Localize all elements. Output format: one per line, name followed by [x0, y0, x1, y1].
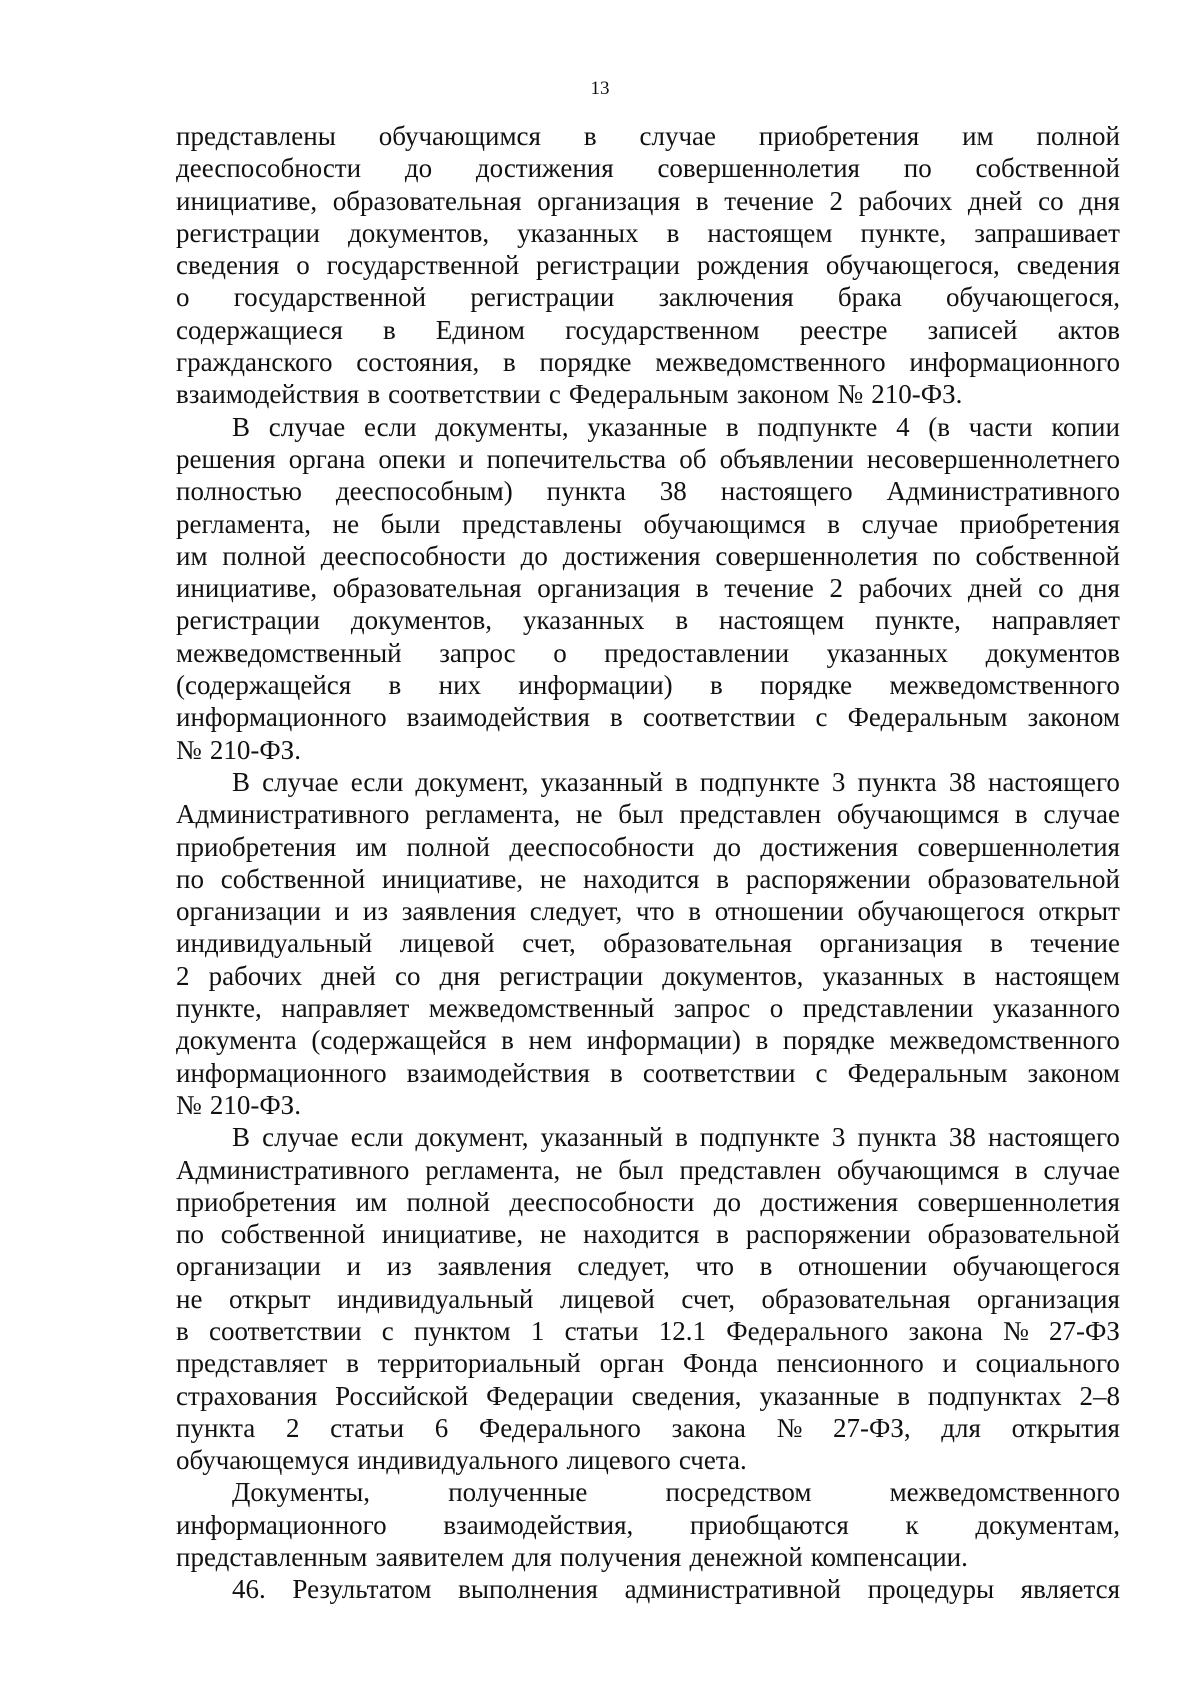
text-line: информационного взаимодействия, приобщаются к документам, — [176, 1509, 1120, 1540]
document-body — [176, 120, 1120, 1606]
text-line: полностью дееспособным) пункта 38 настоящего Административного — [176, 476, 1120, 507]
text-line: В случае если документы, указанные в подпункте 4 (в части копии — [232, 411, 1120, 442]
text-line: представлены обучающимся в случае приобретения им полной — [176, 121, 1120, 151]
text-line: пункте, направляет межведомственный запрос о представлении указанного — [176, 993, 1120, 1024]
text-line: по собственной инициативе, не находится в распоряжении образовательной — [176, 1219, 1120, 1250]
text-line: приобретения им полной дееспособности до достижения совершеннолетия — [176, 1186, 1120, 1217]
text-line: регистрации документов, указанных в настоящем пункте, направляет — [176, 605, 1120, 636]
text-line: В случае если документ, указанный в подпункте 3 пункта 38 настоящего — [232, 766, 1120, 797]
text-line: инициативе, образовательная организация в течение 2 рабочих дней со дня — [176, 573, 1120, 604]
text-line: информационного взаимодействия в соответствии с Федеральным законом — [176, 702, 1120, 733]
text-line: регламента, не были представлены обучающимся в случае приобретения — [176, 508, 1120, 539]
text-line: дееспособности до достижения совершеннолетия по собственной — [176, 153, 1120, 184]
text-line: 46. Результатом выполнения административной процедуры является — [232, 1574, 1120, 1605]
text-line: сведения о государственной регистрации рождения обучающегося, сведения — [176, 250, 1120, 281]
text-line: организации и из заявления следует, что в отношении обучающегося — [176, 1251, 1120, 1282]
text-line: регистрации документов, указанных в настоящем пункте, запрашивает — [176, 217, 1120, 248]
text-line: содержащиеся в Едином государственном реестре записей актов — [176, 314, 1120, 345]
page-number: 13 — [590, 78, 610, 99]
text-line: межведомственный запрос о предоставлении указанных документов — [176, 637, 1120, 668]
text-line: № 210-ФЗ. — [176, 1089, 301, 1120]
text-line: представляет в территориальный орган Фонда пенсионного и социального — [176, 1348, 1120, 1379]
text-line: о государственной регистрации заключения брака обучающегося, — [176, 282, 1120, 313]
text-line: решения органа опеки и попечительства об объявлении несовершеннолетнего — [176, 443, 1120, 474]
text-line: Документы, полученные посредством межведомственного — [232, 1477, 1120, 1508]
text-line: № 210-ФЗ. — [176, 734, 301, 765]
text-line: обучающемуся индивидуального лицевого счета. — [176, 1445, 747, 1476]
text-line: приобретения им полной дееспособности до достижения совершеннолетия — [176, 831, 1120, 862]
text-line: инициативе, образовательная организация в течение 2 рабочих дней со дня — [176, 185, 1120, 216]
text-line: не открыт индивидуальный лицевой счет, образовательная организация — [176, 1283, 1120, 1314]
text-line: гражданского состояния, в порядке межведомственного информационного — [176, 347, 1120, 378]
text-line: Административного регламента, не был представлен обучающимся в случае — [176, 1154, 1120, 1185]
text-line: 2 рабочих дней со дня регистрации документов, указанных в настоящем — [176, 960, 1120, 991]
text-line: информационного взаимодействия в соответствии с Федеральным законом — [176, 1057, 1120, 1088]
text-line: в соответствии с пунктом 1 статьи 12.1 Федерального закона № 27-ФЗ — [176, 1315, 1120, 1346]
text-line: по собственной инициативе, не находится в распоряжении образовательной — [176, 863, 1120, 894]
text-line: организации и из заявления следует, что в отношении обучающегося открыт — [176, 896, 1120, 927]
text-line: В случае если документ, указанный в подпункте 3 пункта 38 настоящего — [232, 1122, 1120, 1153]
text-line: (содержащейся в них информации) в порядке межведомственного — [176, 670, 1120, 701]
text-line: пункта 2 статьи 6 Федерального закона № 27-ФЗ, для открытия — [176, 1412, 1120, 1443]
text-line: Административного регламента, не был представлен обучающимся в случае — [176, 799, 1120, 830]
text-line: взаимодействия в соответствии с Федеральным законом № 210-ФЗ. — [176, 379, 963, 410]
text-line: индивидуальный лицевой счет, образовательная организация в течение — [176, 928, 1120, 959]
text-line: документа (содержащейся в нем информации) в порядке межведомственного — [176, 1025, 1120, 1056]
text-line: представленным заявителем для получения денежной компенсации. — [176, 1542, 968, 1573]
text-line: страхования Российской Федерации сведения, указанные в подпунктах 2–8 — [176, 1380, 1120, 1411]
text-line: им полной дееспособности до достижения совершеннолетия по собственной — [176, 540, 1120, 571]
